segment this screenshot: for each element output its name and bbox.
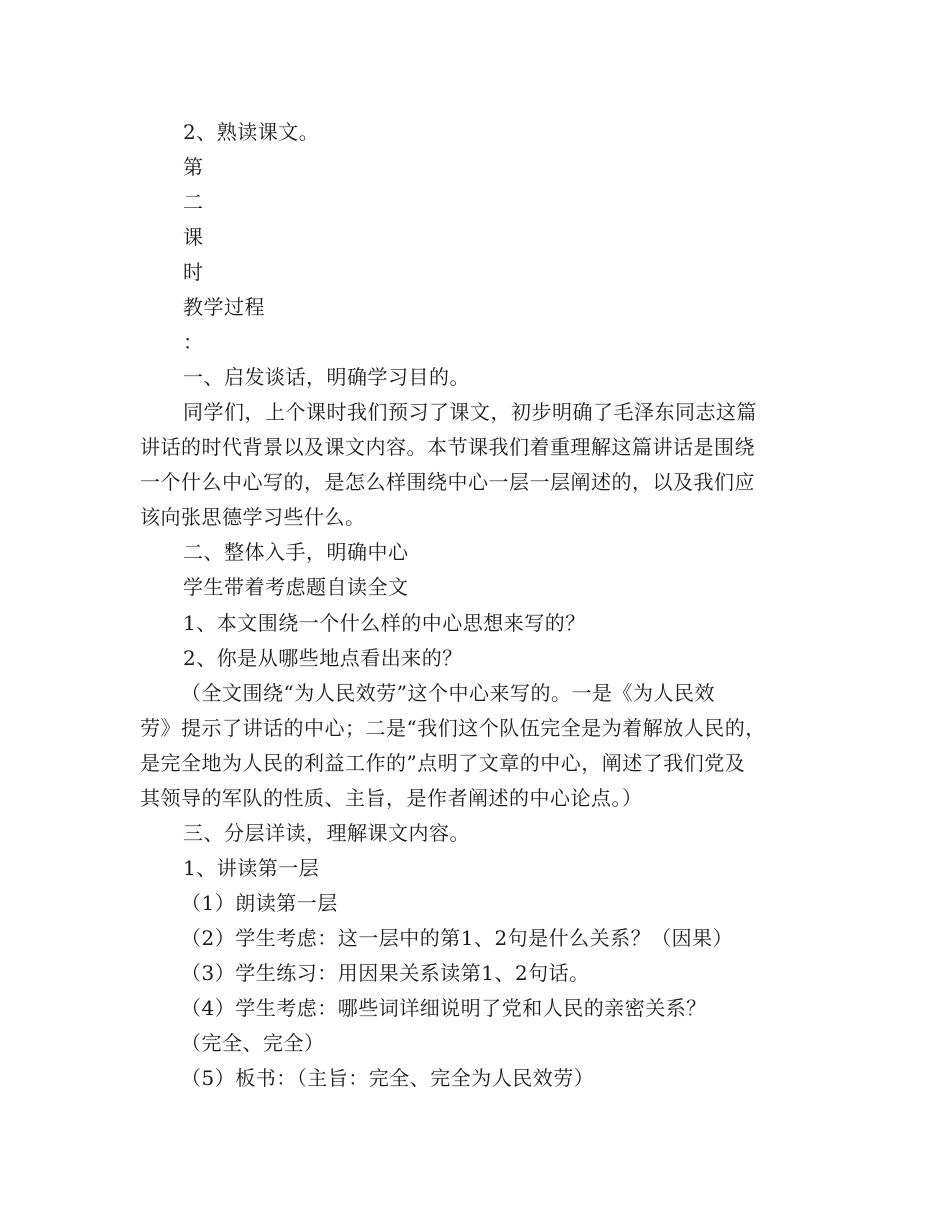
text-line: （4）学生考虑：哪些词详细说明了党和人民的亲密关系？ <box>181 996 707 1020</box>
text-line: 2、你是从哪些地点看出来的？ <box>183 646 463 670</box>
text-line: 三、分层详读，理解课文内容。 <box>183 821 470 845</box>
text-line: 该向张思德学习些什么。 <box>140 505 366 529</box>
text-line: 教学过程 <box>183 295 265 319</box>
text-line: 2、熟读课文。 <box>183 120 320 144</box>
text-line: 讲话的时代背景以及课文内容。本节课我们着重理解这篇讲话是围绕 <box>140 435 755 459</box>
text-line: 学生带着考虑题自读全文 <box>183 575 409 599</box>
text-line: 一个什么中心写的，是怎么样围绕中心一层一层阐述的，以及我们应 <box>140 470 755 494</box>
text-line: 是完全地为人民的利益工作的”点明了文章的中心，阐述了我们党及 <box>140 751 746 775</box>
text-line: 1、本文围绕一个什么样的中心思想来写的？ <box>183 611 586 635</box>
text-line: 1、讲读第一层 <box>183 856 320 880</box>
text-line: （5）板书：（主旨：完全、完全为人民效劳） <box>181 1066 595 1090</box>
text-line: 同学们，上个课时我们预习了课文，初步明确了毛泽东同志这篇 <box>183 400 757 424</box>
text-line: （3）学生练习：用因果关系读第1、2句话。 <box>181 961 590 985</box>
text-line: 时 <box>183 260 204 284</box>
text-line: 劳》提示了讲话的中心；二是“我们这个队伍完全是为着解放人民的， <box>140 716 766 740</box>
text-line: （完全、完全） <box>181 1031 325 1055</box>
text-line: 第 <box>183 155 204 179</box>
text-line: 课 <box>183 225 204 249</box>
text-line: 其领导的军队的性质、主旨，是作者阐述的中心论点。） <box>140 786 643 810</box>
text-line: 二、整体入手，明确中心 <box>183 540 409 564</box>
text-line: （全文围绕“为人民效劳”这个中心来写的。一是《为人民效 <box>181 681 715 705</box>
text-line: （1）朗读第一层 <box>181 891 338 915</box>
text-line: 二 <box>183 190 204 214</box>
text-line: 一、启发谈话，明确学习目的。 <box>183 365 470 389</box>
text-line: （2）学生考虑：这一层中的第1、2句是什么关系？（因果） <box>181 926 734 950</box>
text-line: ： <box>183 330 204 354</box>
